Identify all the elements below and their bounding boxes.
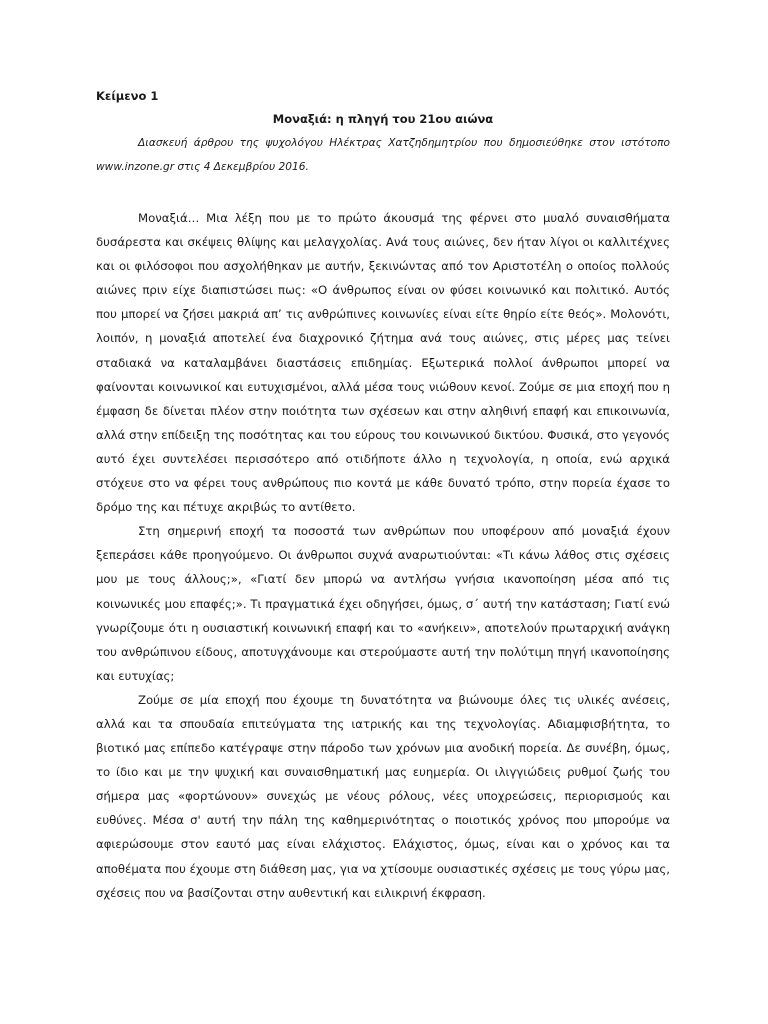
article-title: Μοναξιά: η πληγή του 21ου αιώνα [272,112,494,126]
paragraph: Μοναξιά… Μια λέξη που με το πρώτο άκουσμά της φέρνει στο μυαλό συναισθήματα δυσάρεστα και σκέψεις θλίψης και μελαγχολίας. Ανά τους αιώνες, δεν ήταν λίγοι οι καλλιτέχνες και οι φιλόσοφοι που ασχολήθηκαν με αυτήν, ξεκινώντας από τον Αριστοτέλη ο οποίος πολλούς αιώνες πριν είχε διαπιστώσει πως: «Ο άνθρωπος είναι ον φύσει κοινωνικό και πολιτικό. Αυτός που μπορεί να ζήσει μακριά απ’ τις ανθρώπινες κοινωνίες είναι είτε θηρίο είτε θεός». Μολονότι, λοιπόν, η μοναξιά αποτελεί ένα διαχρονικό ζήτημα ανά τους αιώνες, στις μέρες μας τείνει σταδιακά να καταλαμβάνει διαστάσεις επιδημίας. Εξωτερικά πολλοί άνθρωποι μπορεί να φαίνονται κοινωνικοί και ευτυχισμένοι, αλλά μέσα τους νιώθουν κενοί. Ζούμε σε μια εποχή που η έμφαση δε δίνεται πλέον στην ποιότητα των σχέσεων και στην αληθινή επαφή και επικοινωνία, αλλά στην επίδειξη της ποσότητας και του εύρους του κοινωνικού δικτύου. Φυσικά, στο γεγονός αυτό έχει συντελέσει περισσότερο από οτιδήποτε άλλο η τεχνολογία, η οποία, ενώ αρχικά στόχευε στο να φέρει τους ανθρώπους πιο κοντά με κάθε δυνατό τρόπο, στην πορεία έχασε το δρόμο της και πέτυχε ακριβώς το αντίθετο. [96,211,670,515]
source-note: Διασκευή άρθρου της ψυχολόγου Ηλέκτρας Χατζηδημητρίου που δημοσιεύθηκε στον ιστότοπο www.inzone.gr στις 4 Δεκεμβρίου 2016. [96,137,670,173]
document-page [96,88,670,905]
paragraph: Στη σημερινή εποχή τα ποσοστά των ανθρώπων που υποφέρουν από μοναξιά έχουν ξεπεράσει κάθε προηγούμενο. Οι άνθρωποι συχνά αναρωτιούνται: «Τι κάνω λάθος στις σχέσεις μου με τους άλλους;», «Γιατί δεν μπορώ να αντλήσω γνήσια ικανοποίηση μέσα από τις κοινωνικές μου επαφές;». Τι πραγματικά έχει οδηγήσει, όμως, σ΄ αυτή την κατάσταση; Γιατί ενώ γνωρίζουμε ότι η ουσιαστική κοινωνική επαφή και το «ανήκειν», αποτελούν πρωταρχική ανάγκη του ανθρώπινου είδους, αποτυγχάνουμε και στερούμαστε αυτή την πολύτιμη πηγή ικανοποίησης και ευτυχίας; [96,524,670,683]
article-body [96,206,670,905]
paragraph: Ζούμε σε μία εποχή που έχουμε τη δυνατότητα να βιώνουμε όλες τις υλικές ανέσεις, αλλά και τα σπουδαία επιτεύγματα της ιατρικής και της τεχνολογίας. Αδιαμφισβήτητα, το βιοτικό μας επίπεδο κατέγραψε στην πάροδο των χρόνων μια ανοδική πορεία. Δε συνέβη, όμως, το ίδιο και με την ψυχική και συναισθηματική μας ευημερία. Οι ιλιγγιώδεις ρυθμοί ζωής του σήμερα μας «φορτώνουν» συνεχώς με νέους ρόλους, νέες υποχρεώσεις, περιορισμούς και ευθύνες. Μέσα σ' αυτή την πάλη της καθημερινότητας ο ποιοτικός χρόνος που μπορούμε να αφιερώσουμε στον εαυτό μας είναι ελάχιστος. Ελάχιστος, όμως, είναι και ο χρόνος και τα αποθέματα που έχουμε στη διάθεση μας, για να χτίσουμε ουσιαστικές σχέσεις με τους γύρω μας, σχέσεις που να βασίζονται στην αυθεντική και ειλικρινή έκφραση. [96,692,670,900]
text-label: Κείμενο 1 [96,89,159,103]
